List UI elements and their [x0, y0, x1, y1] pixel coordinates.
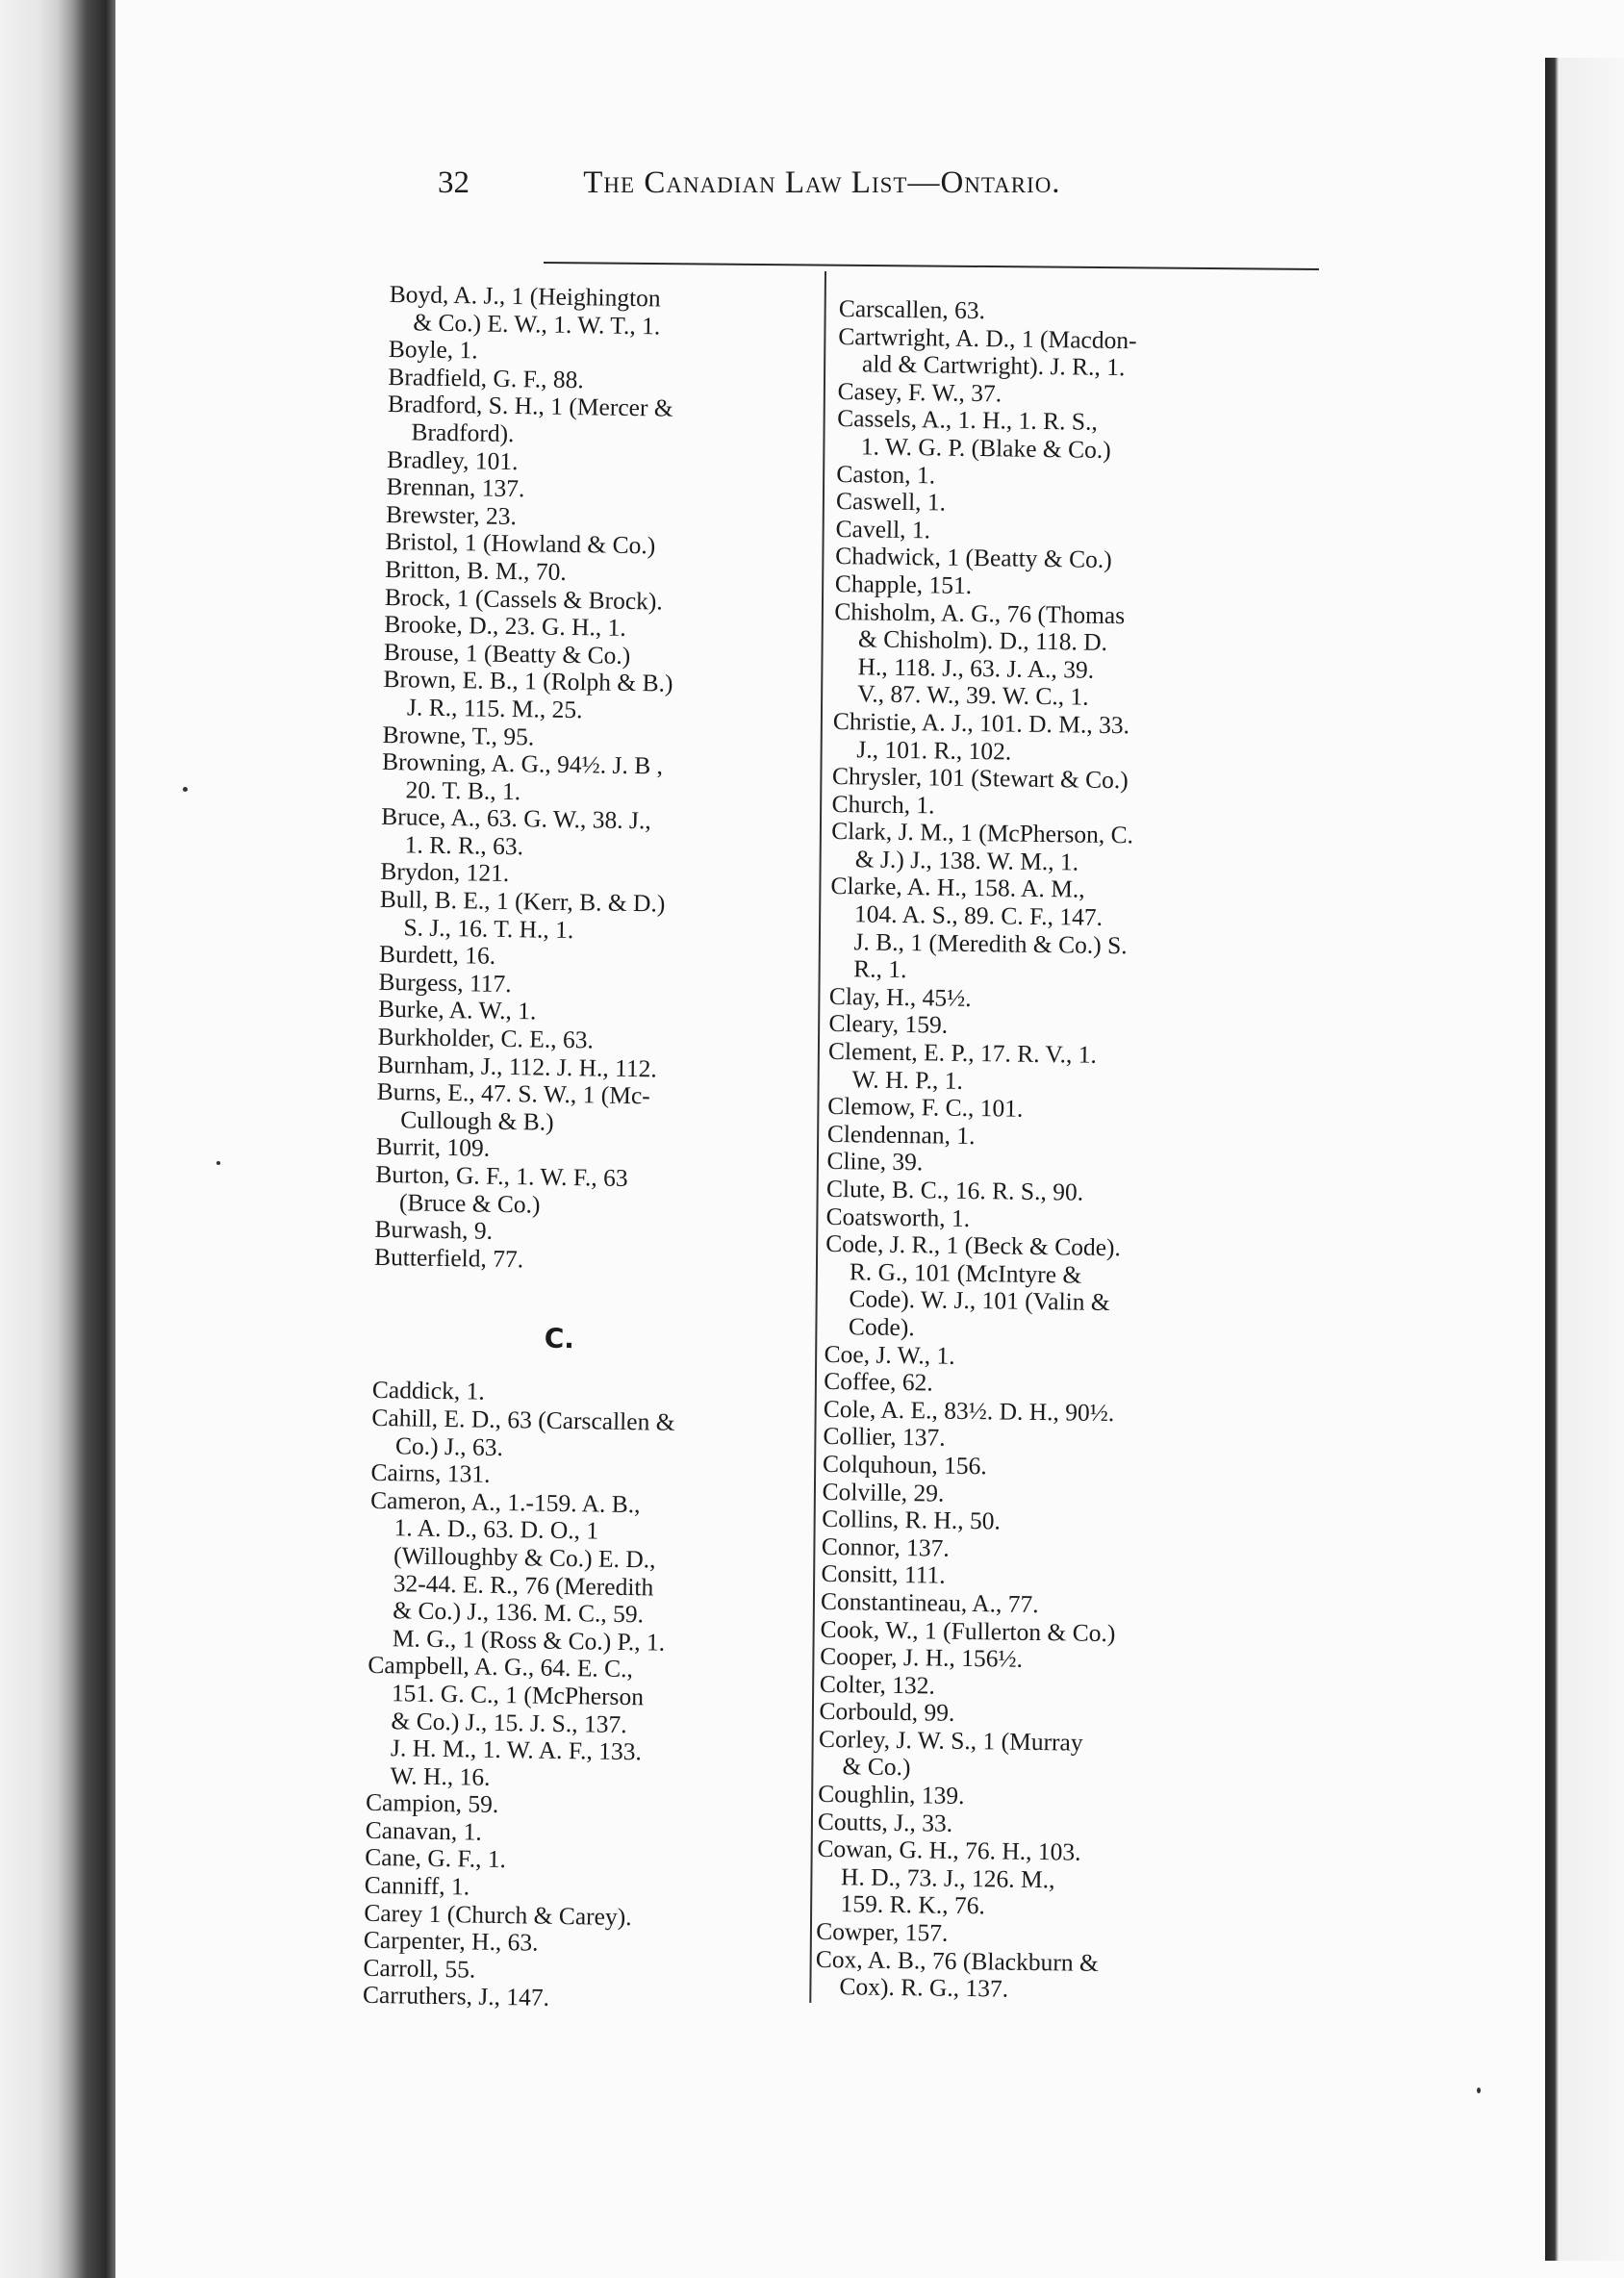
list-item [379, 886, 683, 946]
entry-first-line: Britton, B. M., 70. [385, 554, 567, 586]
entries-b-list [374, 281, 693, 1276]
entry-first-line: Chadwick, 1 (Beatty & Co.) [835, 542, 1112, 574]
entry-continuation-line: Bradford). [411, 418, 515, 448]
entry-continuation-line: W. H. P., 1. [851, 1064, 964, 1095]
paper-speck [1477, 2088, 1481, 2093]
entry-first-line: Cameron, A., 1.-159. A. B., [369, 1485, 641, 1518]
entry-first-line: Clement, E. P., 17. R. V., 1. [827, 1036, 1098, 1069]
entry-first-line: Boyd, A. J., 1 (Heighington [389, 280, 661, 313]
entry-continuation-line: R., 1. [853, 954, 907, 984]
list-item [387, 391, 691, 450]
entry-continuation-line: 20. T. B., 1. [405, 775, 521, 805]
entry-continuation-line: S. J., 16. T. H., 1. [403, 912, 574, 944]
entry-first-line: Coatsworth, 1. [825, 1202, 971, 1232]
list-item [371, 1405, 675, 1464]
entry-first-line: Brooke, D., 23. G. H., 1. [384, 610, 627, 643]
entry-continuation-line: & Co.) E. W., 1. W. T., 1. [413, 307, 661, 341]
entry-continuation-line: & Co.) J., 15. J. S., 137. [391, 1706, 627, 1738]
entry-continuation-line: R. G., 101 (McIntyre & [849, 1257, 1082, 1289]
entry-first-line: Clark, J. M., 1 (McPherson, C. [831, 817, 1134, 849]
entry-first-line: Constantineau, A., 77. [820, 1586, 1039, 1618]
entry-first-line: Chrysler, 101 (Stewart & Co.) [831, 762, 1129, 795]
entry-first-line: Canniff, 1. [364, 1870, 470, 1901]
left-column [363, 281, 693, 2014]
list-item [827, 1038, 1130, 1098]
section-heading-c: C. [544, 1323, 575, 1355]
list-item [815, 1945, 1118, 2005]
entry-first-line: Cahill, E. D., 63 (Carscallen & [371, 1403, 675, 1436]
page-number: 32 [438, 165, 469, 200]
entry-first-line: Brouse, 1 (Beatty & Co.) [383, 637, 631, 670]
entry-continuation-line: 159. R. K., 76. [840, 1889, 986, 1920]
entry-first-line: Cavell, 1. [835, 514, 931, 544]
entry-first-line: Bull, B. E., 1 (Kerr, B. & D.) [379, 884, 666, 918]
entry-first-line: Cook, W., 1 (Fullerton & Co.) [820, 1614, 1116, 1647]
entry-continuation-line: & Chisholm). D., 118. D. [857, 624, 1108, 657]
list-item [837, 405, 1140, 465]
entry-first-line: Colter, 132. [819, 1669, 936, 1700]
entry-continuation-line: (Willoughby & Co.) E. D., [393, 1541, 656, 1574]
entries-c-list [363, 1377, 675, 2014]
entry-first-line: Campbell, A. G., 64. E. C., [368, 1651, 634, 1683]
list-item [818, 1726, 1121, 1785]
entry-first-line: Brown, E. B., 1 (Rolph & B.) [383, 665, 673, 697]
entry-continuation-line: 1. W. G. P. (Blake & Co.) [860, 432, 1111, 464]
entry-continuation-line: ald & Cartwright). J. R., 1. [861, 349, 1126, 382]
entry-first-line: Cairns, 131. [370, 1458, 491, 1488]
entry-first-line: Clemow, F. C., 101. [827, 1092, 1024, 1123]
entry-continuation-line: W. H., 16. [390, 1760, 491, 1791]
section-gap [373, 1271, 677, 1322]
entry-continuation-line: 1. A. D., 63. D. O., 1 [393, 1513, 599, 1545]
entry-continuation-line: H. D., 73. J., 126. M., [840, 1862, 1055, 1894]
entry-first-line: Carruthers, J., 147. [362, 1981, 550, 2012]
header-rule [544, 262, 1319, 270]
entry-continuation-line: & Co.) [842, 1752, 911, 1782]
list-item [825, 1230, 1128, 1345]
entry-first-line: Clay, H., 45½. [828, 981, 972, 1012]
entry-first-line: Canavan, 1. [365, 1815, 483, 1846]
entry-continuation-line: 32-44. E. R., 76 (Meredith [393, 1568, 654, 1602]
entry-first-line: Coutts, J., 33. [817, 1807, 953, 1837]
entry-first-line: Chisholm, A. G., 76 (Thomas [834, 596, 1126, 629]
entry-continuation-line: Code). [848, 1312, 915, 1342]
list-item [833, 598, 1136, 713]
entry-first-line: Cole, A. E., 83½. D. H., 90½. [823, 1394, 1115, 1427]
entry-first-line: Christie, A. J., 101. D. M., 33. [832, 706, 1130, 740]
next-page-edge [1545, 58, 1624, 2261]
entry-first-line: Browne, T., 95. [382, 720, 535, 750]
list-item [389, 281, 693, 341]
list-item [816, 1835, 1119, 1922]
entry-first-line: Carroll, 55. [363, 1953, 476, 1984]
entry-continuation-line: H., 118. J., 63. J. A., 39. [857, 652, 1095, 684]
entry-first-line: Cline, 39. [826, 1147, 924, 1177]
entry-first-line: Bradford, S. H., 1 (Mercer & [387, 390, 673, 423]
entries-right-list [815, 295, 1141, 2005]
entry-first-line: Burwash, 9. [374, 1215, 494, 1245]
entry-first-line: Browning, A. G., 94½. J. B , [381, 747, 664, 780]
entry-first-line: Bradley, 101. [386, 444, 519, 475]
entry-first-line: Colville, 29. [822, 1477, 945, 1507]
entry-first-line: Coughlin, 139. [818, 1779, 965, 1810]
entry-first-line: Connor, 137. [821, 1531, 950, 1562]
list-item [376, 1078, 680, 1138]
entry-continuation-line: Cox). R. G., 137. [839, 1972, 1009, 2003]
list-item [829, 873, 1132, 987]
entry-first-line: Burrit, 109. [375, 1132, 491, 1163]
entry-continuation-line: 104. A. S., 89. C. F., 147. [853, 899, 1104, 931]
list-item [381, 803, 685, 863]
paper-speck [216, 1161, 220, 1165]
entry-first-line: Corley, J. W. S., 1 (Murray [818, 1724, 1083, 1757]
entry-first-line: Butterfield, 77. [373, 1242, 524, 1274]
entry-first-line: Carscallen, 63. [838, 294, 986, 325]
entry-first-line: Bristol, 1 (Howland & Co.) [385, 527, 656, 560]
list-item [832, 708, 1135, 768]
entry-first-line: Chapple, 151. [834, 569, 973, 599]
entry-first-line: Cox, A. B., 76 (Blackburn & [815, 1944, 1099, 1977]
entry-first-line: Burton, G. F., 1. W. F., 63 [375, 1159, 628, 1193]
entry-continuation-line: (Bruce & Co.) [398, 1187, 541, 1219]
entry-continuation-line: J. H. M., 1. W. A. F., 133. [390, 1734, 643, 1766]
list-item [838, 323, 1141, 383]
entry-first-line: Collier, 137. [823, 1422, 946, 1453]
entry-first-line: Casey, F. W., 37. [837, 376, 1002, 408]
entry-first-line: Clute, B. C., 16. R. S., 90. [825, 1174, 1084, 1206]
list-item [363, 1982, 667, 2014]
entry-continuation-line: Co.) J., 63. [394, 1430, 504, 1461]
entry-first-line: Clarke, A. H., 158. A. M., [830, 872, 1085, 904]
entry-first-line: Bradfield, G. F., 88. [388, 362, 585, 393]
list-item [383, 666, 687, 725]
running-title: The Canadian Law List—Ontario. [583, 165, 1061, 200]
right-column [815, 295, 1141, 2005]
entry-first-line: Caddick, 1. [371, 1376, 485, 1406]
entry-first-line: Coffee, 62. [824, 1367, 933, 1397]
entry-first-line: Clendennan, 1. [826, 1119, 976, 1150]
list-item [366, 1652, 671, 1794]
entry-first-line: Carey 1 (Church & Carey). [364, 1898, 632, 1931]
entry-continuation-line: 1. R. R., 63. [404, 830, 524, 861]
entry-first-line: Burgess, 117. [378, 967, 512, 998]
entry-first-line: Caswell, 1. [835, 487, 947, 517]
entry-first-line: Burdett, 16. [378, 940, 496, 971]
entry-continuation-line: Code). W. J., 101 (Valin & [849, 1284, 1110, 1317]
entry-continuation-line: M. G., 1 (Ross & Co.) P., 1. [392, 1623, 666, 1657]
entry-continuation-line: Cullough & B.) [400, 1105, 554, 1136]
entry-first-line: Cowan, G. H., 76. H., 103. [817, 1835, 1081, 1866]
entry-first-line: Corbould, 99. [819, 1697, 955, 1728]
list-item [375, 1161, 679, 1221]
entry-first-line: Campion, 59. [365, 1788, 499, 1819]
page-header [438, 165, 1061, 201]
entry-continuation-line: J., 101. R., 102. [856, 734, 1012, 766]
entry-first-line: Collins, R. H., 50. [822, 1505, 1002, 1535]
entry-first-line: Brydon, 121. [380, 857, 510, 888]
entry-first-line: Cassels, A., 1. H., 1. R. S., [837, 404, 1099, 437]
entry-continuation-line: & Co.) J., 136. M. C., 59. [393, 1596, 645, 1629]
entry-first-line: Burns, E., 47. S. W., 1 (Mc- [376, 1077, 651, 1110]
entry-first-line: Cartwright, A. D., 1 (Macdon- [838, 321, 1137, 354]
entry-continuation-line: V., 87. W., 39. W. C., 1. [857, 679, 1089, 711]
entry-first-line: Cooper, J. H., 156½. [820, 1641, 1024, 1673]
entry-continuation-line: J. R., 115. M., 25. [406, 693, 583, 724]
entry-first-line: Colquhoun, 156. [822, 1449, 987, 1481]
entry-first-line: Consitt, 111. [821, 1559, 946, 1589]
entry-first-line: Burke, A. W., 1. [377, 995, 537, 1025]
list-item [368, 1487, 674, 1657]
entry-first-line: Caston, 1. [836, 459, 936, 489]
entry-first-line: Brock, 1 (Cassels & Brock). [384, 582, 664, 616]
entry-continuation-line: & J.) J., 138. W. M., 1. [854, 845, 1079, 876]
entry-first-line: Carpenter, H., 63. [363, 1926, 539, 1957]
entry-continuation-line: 151. G. C., 1 (McPherson [391, 1679, 645, 1711]
entry-first-line: Burkholder, C. E., 63. [377, 1022, 595, 1054]
entry-first-line: Brennan, 137. [386, 472, 525, 503]
entry-first-line: Brewster, 23. [385, 499, 518, 530]
entry-first-line: Code, J. R., 1 (Beck & Code). [825, 1229, 1122, 1262]
entry-first-line: Bruce, A., 63. G. W., 38. J., [381, 802, 651, 835]
entry-first-line: Church, 1. [831, 789, 935, 820]
entry-first-line: Cane, G. F., 1. [365, 1843, 507, 1874]
entry-continuation-line: J. B., 1 (Meredith & Co.) S. [853, 926, 1128, 959]
entry-first-line: Cleary, 159. [828, 1009, 949, 1040]
list-item [831, 818, 1134, 877]
book-binding-shadow [0, 0, 115, 2278]
paper-speck [183, 787, 188, 792]
entry-first-line: Boyle, 1. [388, 335, 478, 365]
entry-first-line: Burnham, J., 112. J. H., 112. [376, 1050, 658, 1083]
entry-first-line: Coe, J. W., 1. [824, 1339, 955, 1370]
entry-first-line: Cowper, 157. [816, 1916, 949, 1947]
list-item [381, 748, 685, 808]
list-item [374, 1244, 678, 1277]
